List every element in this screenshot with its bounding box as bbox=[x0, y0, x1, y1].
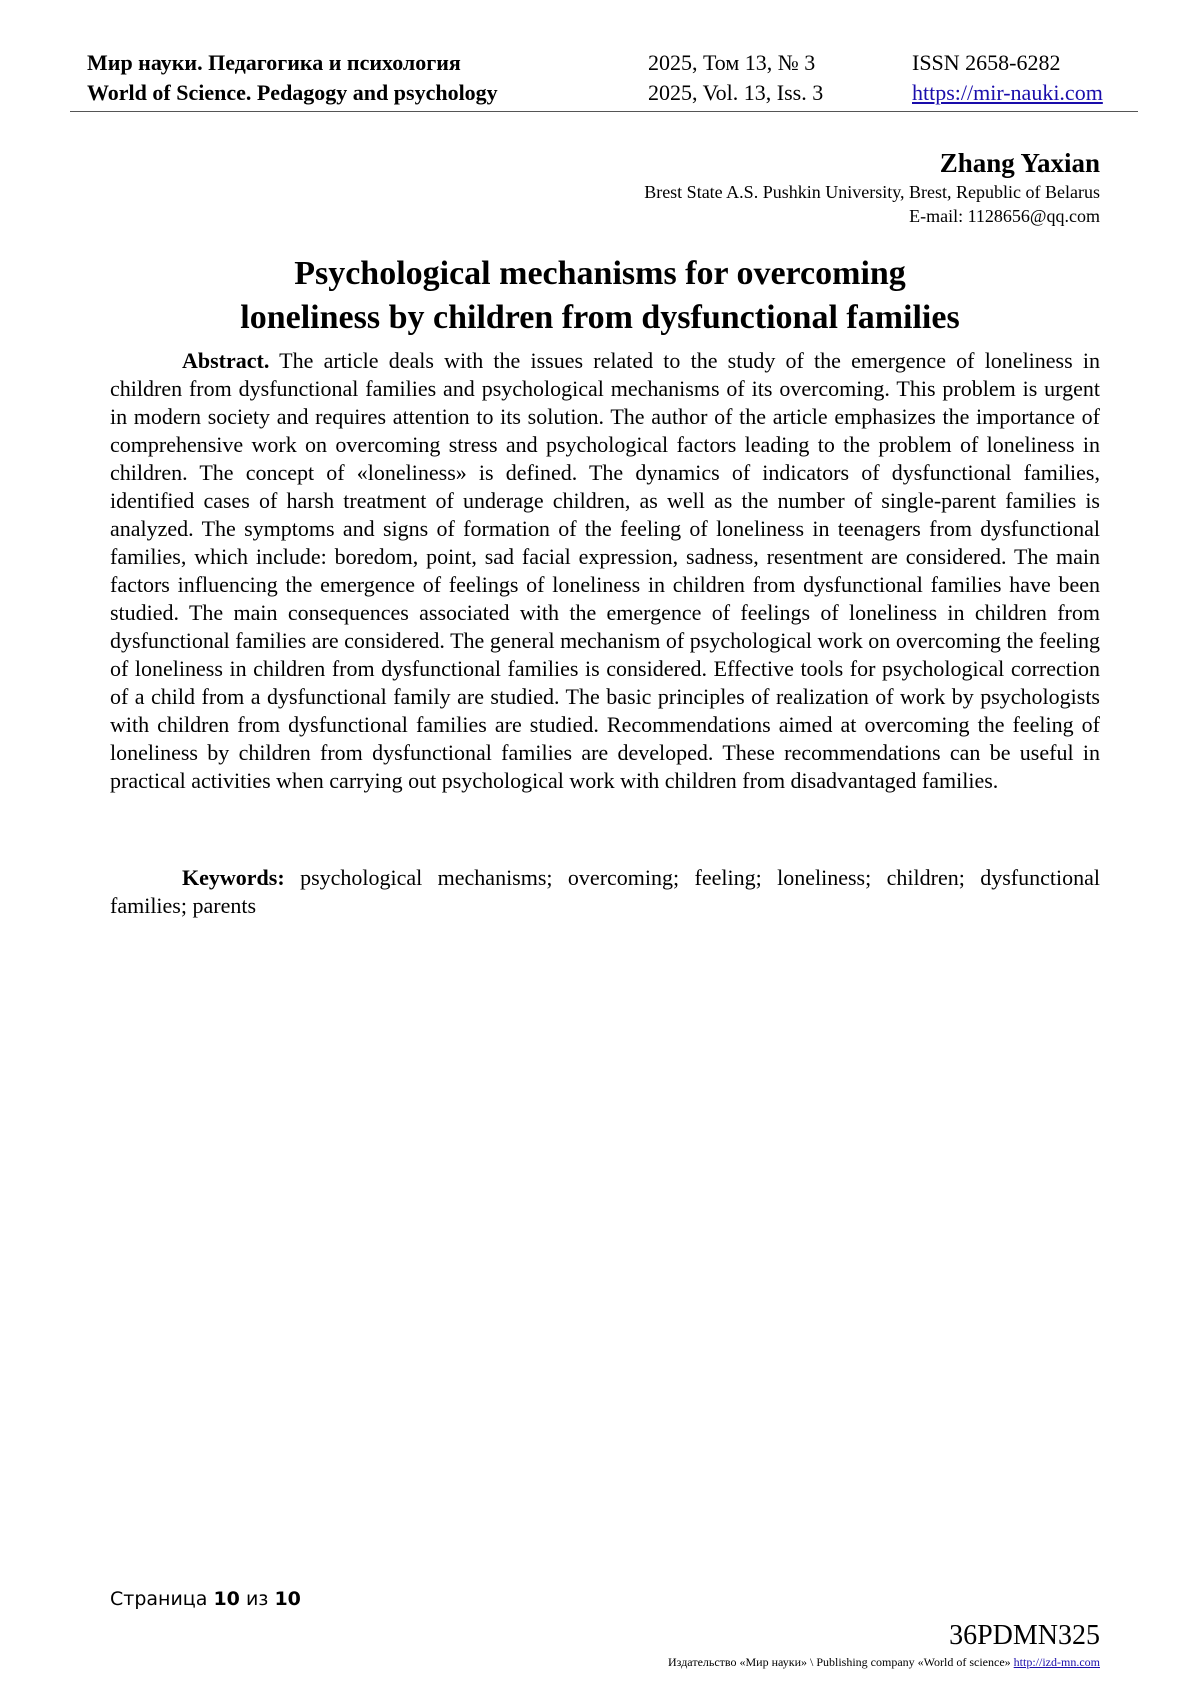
volume-ru: 2025, Том 13, № 3 bbox=[648, 50, 816, 75]
abstract-label: Abstract. bbox=[182, 348, 270, 373]
paper-title-line-2: loneliness by children from dysfunctional families bbox=[240, 299, 960, 336]
author-name: Zhang Yaxian bbox=[939, 148, 1100, 178]
author-email: E-mail: 1128656@qq.com bbox=[909, 206, 1100, 226]
paper-title-line-1: Psychological mechanisms for overcoming bbox=[294, 255, 906, 292]
page-of: из bbox=[245, 1588, 269, 1610]
paper-title bbox=[100, 252, 1100, 340]
abstract bbox=[110, 347, 1100, 795]
abstract-text: The article deals with the issues related to the study of the emergence of loneliness in children from dysfunctional families and psychological mechanisms of its overcoming. This problem is urgent in modern society and requires attention to its solution. The author of the article emphasizes the importance of comprehensive work on overcoming stress and psychological factors leading to the problem of loneliness in children. The concept of «loneliness» is defined. The dynamics of indicators of dysfunctional families, identified cases of harsh treatment of underage children, as well as the number of single-parent families is analyzed. The symptoms and signs of formation of the feeling of loneliness in teenagers from dysfunctional families, which include: boredom, point, sad facial expression, sadness, resentment are considered. The main factors influencing the emergence of feelings of loneliness in children from dysfunctional families have been studied. The main consequences associated with the emergence of feelings of loneliness in children from dysfunctional families are considered. The general mechanism of psychological work on overcoming the feeling of loneliness in children from dysfunctional families is considered. Effective tools for psychological correction of a child from a dysfunctional family are studied. The basic principles of realization of work by psychologists with children from dysfunctional families are studied. Recommendations aimed at overcoming the feeling of loneliness by children from dysfunctional families are developed. These recommendations can be useful in practical activities when carrying out psychological work with children from disadvantaged families. bbox=[110, 348, 1100, 793]
document-code: 36PDMN325 bbox=[949, 1620, 1100, 1651]
page-number bbox=[110, 1588, 301, 1610]
publisher-text: Издательство «Мир науки» \ Publishing company «World of science» bbox=[668, 1655, 1011, 1669]
keywords-text: psychological mechanisms; overcoming; feeling; loneliness; children; dysfunctional families; parents bbox=[110, 865, 1100, 918]
publisher-line bbox=[668, 1654, 1100, 1670]
journal-title-en: World of Science. Pedagogy and psychology bbox=[87, 80, 498, 105]
issn: ISSN 2658-6282 bbox=[912, 50, 1061, 75]
author-affiliation: Brest State A.S. Pushkin University, Brest, Republic of Belarus bbox=[644, 182, 1100, 202]
header-divider bbox=[70, 111, 1138, 112]
journal-website-link[interactable]: https://mir-nauki.com bbox=[912, 80, 1103, 105]
keywords-label: Keywords: bbox=[182, 865, 285, 890]
volume-en: 2025, Vol. 13, Iss. 3 bbox=[648, 80, 824, 105]
journal-title-ru: Мир науки. Педагогика и психология bbox=[87, 50, 461, 75]
publisher-link[interactable]: http://izd-mn.com bbox=[1013, 1655, 1100, 1669]
keywords bbox=[110, 864, 1100, 920]
page-current: 10 bbox=[213, 1588, 240, 1610]
page-prefix: Страница bbox=[110, 1588, 208, 1610]
page-total: 10 bbox=[274, 1588, 301, 1610]
author-block bbox=[644, 146, 1100, 228]
